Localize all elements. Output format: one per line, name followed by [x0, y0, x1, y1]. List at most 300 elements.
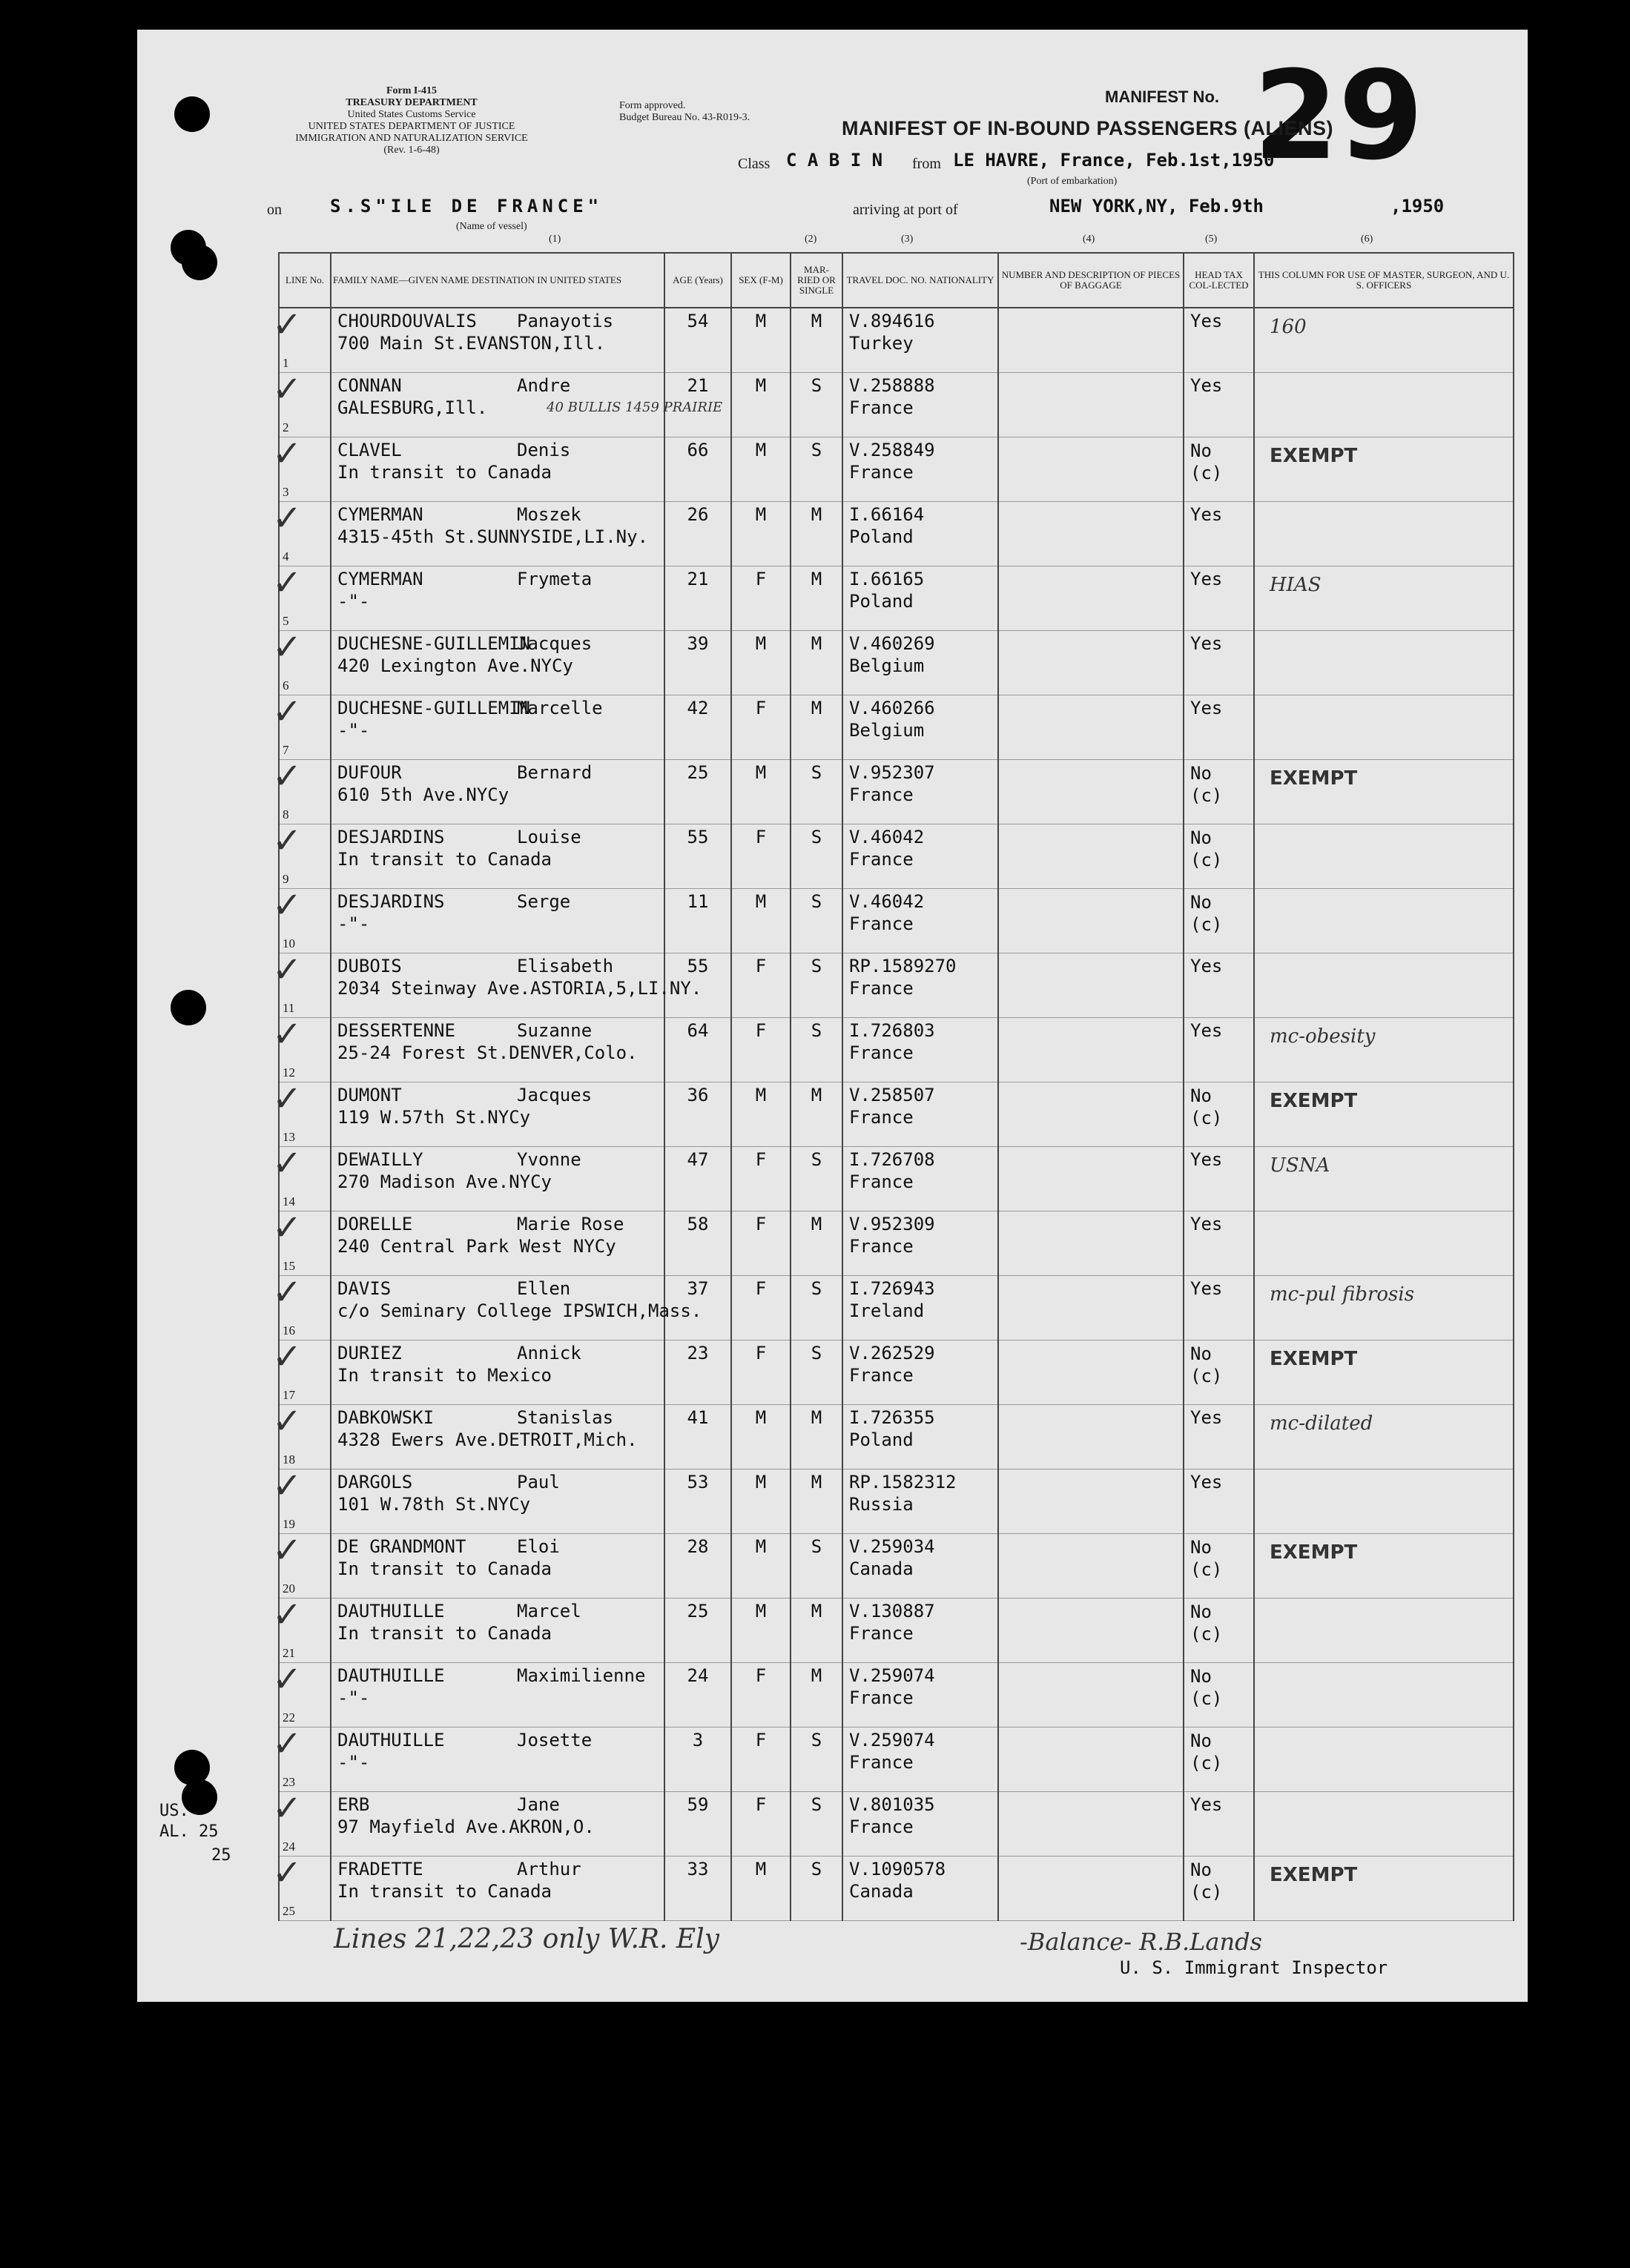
travel-doc-no: V.952309: [849, 1214, 935, 1234]
cell-married: [791, 1018, 842, 1082]
family-name: DUFOUR: [337, 762, 402, 783]
check-mark-icon: ✓: [272, 1594, 303, 1636]
cell-sex: [731, 308, 791, 373]
col-num-1: (1): [549, 234, 561, 245]
cell-officers: [1254, 631, 1514, 695]
sex: F: [755, 1343, 767, 1363]
head-tax: No (c): [1190, 1537, 1223, 1580]
cell-sex: [731, 1598, 791, 1663]
check-mark-icon: ✓: [272, 497, 303, 539]
family-name: DABKOWSKI: [337, 1407, 435, 1428]
age: 23: [687, 1343, 709, 1363]
travel-doc-no: V.262529: [849, 1343, 935, 1363]
table-row: [279, 824, 1514, 889]
cell-baggage: [998, 631, 1184, 695]
cell-head-tax: [1184, 502, 1254, 566]
cell-line: [272, 1401, 331, 1469]
sex: M: [755, 311, 767, 331]
officer-note: mc-dilated: [1270, 1412, 1373, 1435]
cell-travel-doc: [842, 1792, 998, 1857]
cell-line: [272, 497, 331, 566]
cell-travel-doc: [842, 1276, 998, 1340]
age: 36: [687, 1085, 709, 1105]
age: 39: [687, 633, 709, 654]
given-name: Maximilienne: [517, 1665, 646, 1686]
cell-baggage: [998, 1211, 1184, 1276]
sex: F: [755, 1730, 767, 1750]
officer-note: HIAS: [1270, 574, 1322, 596]
binder-hole: [171, 990, 206, 1025]
cell-officers: [1254, 824, 1514, 889]
cell-line: [272, 691, 331, 760]
given-name: Jacques: [517, 633, 593, 654]
cell-officers: [1254, 889, 1514, 953]
marital-status: S: [811, 891, 822, 912]
officer-note: EXEMPT: [1270, 1090, 1358, 1112]
cell-baggage: [998, 1792, 1184, 1857]
head-tax: Yes: [1190, 1472, 1223, 1492]
binder-hole: [182, 245, 217, 280]
destination: 101 W.78th St.NYCy: [337, 1494, 531, 1515]
margin-al: AL. 25: [159, 1822, 219, 1841]
cell-age: [664, 373, 731, 437]
travel-doc-no: V.258888: [849, 375, 935, 396]
family-name: CLAVEL: [337, 440, 402, 460]
cell-travel-doc: [842, 1211, 998, 1276]
line-number: 2: [283, 420, 289, 434]
cell-sex: [731, 824, 791, 889]
given-name: Ellen: [517, 1278, 571, 1299]
cell-sex: [731, 1018, 791, 1082]
nationality: France: [849, 1236, 914, 1257]
travel-doc-no: RP.1589270: [849, 956, 957, 976]
marital-status: S: [811, 1730, 822, 1750]
cell-head-tax: [1184, 1534, 1254, 1598]
check-mark-icon: ✓: [272, 949, 303, 991]
port-of-embarkation: LE HAVRE, France, Feb.1st,1950: [953, 150, 1275, 171]
cell-line: [272, 885, 331, 953]
head-tax: No (c): [1190, 827, 1223, 870]
table-row: [279, 566, 1514, 631]
marital-status: S: [811, 762, 822, 783]
check-mark-icon: ✓: [272, 1465, 303, 1507]
cell-married: [791, 889, 842, 953]
age: 41: [687, 1407, 709, 1428]
manifest-number: 29: [1253, 44, 1424, 187]
cell-line: [272, 1014, 331, 1082]
head-tax: No (c): [1190, 763, 1223, 806]
age: 21: [687, 569, 709, 589]
cell-sex: [731, 1405, 791, 1469]
cell-name: [331, 308, 664, 373]
cell-travel-doc: [842, 1340, 998, 1405]
table-row: [279, 437, 1514, 502]
age: 37: [687, 1278, 709, 1299]
cell-name: [331, 1534, 664, 1598]
nationality: Canada: [849, 1558, 914, 1579]
cell-head-tax: [1184, 308, 1254, 373]
age: 53: [687, 1472, 709, 1492]
cell-head-tax: [1184, 953, 1254, 1018]
travel-doc-no: V.952307: [849, 762, 935, 783]
cell-married: [791, 1340, 842, 1405]
cell-sex: [731, 1276, 791, 1340]
head-tax: Yes: [1190, 698, 1223, 718]
cell-travel-doc: [842, 1663, 998, 1728]
cell-travel-doc: [842, 1534, 998, 1598]
cell-age: [664, 566, 731, 631]
marital-status: M: [811, 504, 822, 525]
cell-name: [331, 889, 664, 953]
cell-head-tax: [1184, 1598, 1254, 1663]
officer-note: EXEMPT: [1270, 1541, 1358, 1564]
cell-name: [331, 1211, 664, 1276]
cell-name: [331, 502, 664, 566]
cell-line: [272, 1659, 331, 1728]
table-row: [279, 373, 1514, 437]
cell-sex: [731, 1534, 791, 1598]
cell-age: [664, 1340, 731, 1405]
given-name: Louise: [517, 827, 581, 847]
family-name: DUBOIS: [337, 956, 402, 976]
manifest-label: MANIFEST No.: [1105, 87, 1219, 106]
head-tax: No (c): [1190, 892, 1223, 935]
table-row: [279, 1469, 1514, 1534]
cell-head-tax: [1184, 1340, 1254, 1405]
nationality: Canada: [849, 1881, 914, 1902]
cell-officers: [1254, 1405, 1514, 1469]
cell-age: [664, 695, 731, 760]
cell-name: [331, 566, 664, 631]
sex: F: [755, 1794, 767, 1815]
head-tax: Yes: [1190, 1407, 1223, 1428]
cell-travel-doc: [842, 1082, 998, 1147]
nationality: France: [849, 1107, 914, 1128]
destination: 2034 Steinway Ave.ASTORIA,5,LI.NY.: [337, 978, 702, 999]
nationality: France: [849, 1816, 914, 1837]
check-mark-icon: ✓: [272, 1336, 303, 1378]
given-name: Annick: [517, 1343, 581, 1363]
family-name: CYMERMAN: [337, 569, 423, 589]
cell-officers: [1254, 373, 1514, 437]
marital-status: S: [811, 1536, 822, 1557]
check-mark-icon: ✓: [272, 691, 303, 733]
given-name: Suzanne: [517, 1020, 593, 1041]
cell-travel-doc: [842, 1598, 998, 1663]
cell-sex: [731, 631, 791, 695]
sex: M: [755, 1536, 767, 1557]
cell-officers: [1254, 953, 1514, 1018]
family-name: DARGOLS: [337, 1472, 413, 1492]
cell-age: [664, 1469, 731, 1534]
line-number: 16: [283, 1323, 295, 1338]
family-name: DUMONT: [337, 1085, 402, 1105]
family-name: DORELLE: [337, 1214, 413, 1234]
given-name: Moszek: [517, 504, 581, 525]
sex: F: [755, 1214, 767, 1234]
inspector-label: U. S. Immigrant Inspector: [1120, 1957, 1388, 1978]
family-name: DUCHESNE-GUILLEMIN: [337, 633, 531, 654]
marital-status: M: [811, 698, 822, 718]
marital-status: S: [811, 827, 822, 847]
destination: 25-24 Forest St.DENVER,Colo.: [337, 1042, 638, 1063]
nationality: France: [849, 1042, 914, 1063]
cell-line: [272, 368, 331, 437]
nationality: Russia: [849, 1494, 914, 1515]
family-name: DURIEZ: [337, 1343, 402, 1363]
cell-baggage: [998, 1340, 1184, 1405]
cell-line: [272, 1465, 331, 1534]
family-name: FRADETTE: [337, 1859, 423, 1879]
cell-baggage: [998, 1082, 1184, 1147]
cell-head-tax: [1184, 1857, 1254, 1921]
cell-married: [791, 1147, 842, 1211]
cell-baggage: [998, 1405, 1184, 1469]
cell-head-tax: [1184, 1728, 1254, 1792]
line-number: 25: [283, 1904, 295, 1918]
sex: F: [755, 1665, 767, 1686]
sex: M: [755, 1085, 767, 1105]
line-number: 12: [283, 1065, 295, 1080]
given-name: Eloi: [517, 1536, 560, 1557]
cell-name: [331, 437, 664, 502]
nationality: France: [849, 1365, 914, 1386]
col-header-line: LINE No.: [279, 253, 331, 308]
arriving-label: arriving at port of: [853, 202, 958, 218]
line-number: 18: [283, 1452, 295, 1467]
cell-baggage: [998, 1018, 1184, 1082]
cell-baggage: [998, 1534, 1184, 1598]
sex: M: [755, 375, 767, 396]
nationality: Belgium: [849, 720, 925, 741]
sex: M: [755, 1407, 767, 1428]
destination: In transit to Canada: [337, 849, 552, 870]
nationality: Turkey: [849, 333, 914, 354]
cell-name: [331, 1405, 664, 1469]
cell-baggage: [998, 760, 1184, 824]
cell-line: [272, 1852, 331, 1921]
line-number: 23: [283, 1775, 295, 1789]
cell-sex: [731, 373, 791, 437]
cell-line: [272, 820, 331, 889]
cell-married: [791, 1082, 842, 1147]
given-name: Jacques: [517, 1085, 593, 1105]
cell-head-tax: [1184, 1405, 1254, 1469]
family-name: DE GRANDMONT: [337, 1536, 466, 1557]
check-mark-icon: ✓: [272, 433, 303, 475]
nationality: France: [849, 784, 914, 805]
marital-status: S: [811, 440, 822, 460]
head-tax: No (c): [1190, 1601, 1223, 1644]
cell-officers: [1254, 1598, 1514, 1663]
check-mark-icon: ✓: [272, 304, 303, 346]
col-num-2: (2): [805, 234, 817, 245]
cell-age: [664, 953, 731, 1018]
nationality: France: [849, 1171, 914, 1192]
table-row: [279, 1211, 1514, 1276]
col-header-married: MAR-RIED OR SINGLE: [791, 253, 842, 308]
officer-note: EXEMPT: [1270, 1864, 1358, 1886]
line-number: 5: [283, 614, 289, 628]
age: 58: [687, 1214, 709, 1234]
age: 64: [687, 1020, 709, 1041]
cell-baggage: [998, 1276, 1184, 1340]
head-tax: Yes: [1190, 1794, 1223, 1815]
cell-travel-doc: [842, 437, 998, 502]
cell-head-tax: [1184, 373, 1254, 437]
cell-officers: [1254, 1082, 1514, 1147]
col-header-baggage: NUMBER AND DESCRIPTION OF PIECES OF BAGGAGE: [998, 253, 1184, 308]
cell-married: [791, 1211, 842, 1276]
family-name: DAUTHUILLE: [337, 1665, 445, 1686]
cell-sex: [731, 1728, 791, 1792]
destination: -"-: [337, 591, 370, 612]
cell-sex: [731, 566, 791, 631]
cell-married: [791, 566, 842, 631]
nationality: France: [849, 397, 914, 418]
table-row: [279, 1598, 1514, 1663]
check-mark-icon: ✓: [272, 562, 303, 604]
head-tax: Yes: [1190, 569, 1223, 589]
cell-married: [791, 1728, 842, 1792]
destination: GALESBURG,Ill.: [337, 397, 488, 418]
margin-al2: 25: [211, 1846, 231, 1865]
destination: In transit to Canada: [337, 1558, 552, 1579]
sex: M: [755, 1859, 767, 1879]
cell-head-tax: [1184, 1082, 1254, 1147]
handwritten-address: 40 BULLIS 1459 PRAIRIE: [547, 400, 723, 415]
destination: In transit to Canada: [337, 1623, 552, 1644]
line-number: 15: [283, 1259, 295, 1273]
col-num-6: (6): [1361, 234, 1373, 245]
line-number: 22: [283, 1710, 295, 1725]
destination: 4315-45th St.SUNNYSIDE,LI.Ny.: [337, 526, 649, 547]
cell-sex: [731, 1857, 791, 1921]
family-name: DESJARDINS: [337, 891, 445, 912]
cell-married: [791, 953, 842, 1018]
cell-officers: [1254, 437, 1514, 502]
cell-name: [331, 695, 664, 760]
cell-head-tax: [1184, 1792, 1254, 1857]
check-mark-icon: ✓: [272, 1723, 303, 1765]
cell-baggage: [998, 695, 1184, 760]
head-tax: Yes: [1190, 1214, 1223, 1234]
line-number: 1: [283, 356, 289, 370]
cell-age: [664, 437, 731, 502]
officer-note: EXEMPT: [1270, 1348, 1358, 1370]
nationality: Belgium: [849, 655, 925, 676]
destination: 240 Central Park West NYCy: [337, 1236, 616, 1257]
passenger-table: [272, 252, 1514, 1921]
table-row: [279, 1147, 1514, 1211]
nationality: Poland: [849, 591, 914, 612]
travel-doc-no: I.726943: [849, 1278, 935, 1299]
line-number: 10: [283, 936, 295, 950]
head-tax: Yes: [1190, 956, 1223, 976]
budget-text: Budget Bureau No. 43-R019-3.: [619, 112, 750, 123]
line-number: 17: [283, 1388, 295, 1402]
officer-note: USNA: [1270, 1154, 1330, 1177]
travel-doc-no: V.259074: [849, 1665, 935, 1686]
cell-name: [331, 1147, 664, 1211]
cell-age: [664, 1598, 731, 1663]
cell-age: [664, 760, 731, 824]
nationality: Ireland: [849, 1300, 925, 1321]
cell-married: [791, 1534, 842, 1598]
check-mark-icon: ✓: [272, 1207, 303, 1249]
cell-age: [664, 1147, 731, 1211]
travel-doc-no: I.726803: [849, 1020, 935, 1041]
table-row: [279, 1728, 1514, 1792]
cell-age: [664, 1211, 731, 1276]
given-name: Marcelle: [517, 698, 603, 718]
cell-officers: [1254, 1663, 1514, 1728]
line-number: 6: [283, 678, 289, 692]
col-num-3: (3): [901, 234, 914, 245]
vessel-caption: (Name of vessel): [456, 221, 527, 232]
cell-line: [272, 1788, 331, 1857]
line-number: 8: [283, 807, 289, 821]
travel-doc-no: V.259034: [849, 1536, 935, 1557]
family-name: DESSERTENNE: [337, 1020, 455, 1041]
line-number: 20: [283, 1581, 295, 1596]
cell-name: [331, 631, 664, 695]
check-mark-icon: ✓: [272, 756, 303, 797]
given-name: Paul: [517, 1472, 560, 1492]
cell-travel-doc: [842, 1405, 998, 1469]
marital-status: S: [811, 956, 822, 976]
travel-doc-no: V.258507: [849, 1085, 935, 1105]
port-embark-caption: (Port of embarkation): [1027, 176, 1118, 187]
destination: 610 5th Ave.NYCy: [337, 784, 509, 805]
cell-name: [331, 1018, 664, 1082]
line-number: 7: [283, 743, 289, 757]
cell-sex: [731, 1340, 791, 1405]
destination: In transit to Mexico: [337, 1365, 552, 1386]
destination: 97 Mayfield Ave.AKRON,O.: [337, 1816, 595, 1837]
marital-status: M: [811, 569, 822, 589]
check-mark-icon: ✓: [272, 1272, 303, 1313]
cell-baggage: [998, 437, 1184, 502]
nationality: France: [849, 462, 914, 483]
cell-travel-doc: [842, 824, 998, 889]
col-header-head-tax: HEAD TAX COL-LECTED: [1184, 253, 1254, 308]
cell-married: [791, 695, 842, 760]
cell-name: [331, 1598, 664, 1663]
cell-head-tax: [1184, 1276, 1254, 1340]
cell-married: [791, 308, 842, 373]
cell-sex: [731, 889, 791, 953]
cell-line: [272, 1272, 331, 1340]
destination: In transit to Canada: [337, 1881, 552, 1902]
given-name: Jane: [517, 1794, 560, 1815]
table-row: [279, 695, 1514, 760]
travel-doc-no: I.66165: [849, 569, 925, 589]
sex: M: [755, 1601, 767, 1621]
cell-sex: [731, 1663, 791, 1728]
head-tax: No (c): [1190, 1085, 1223, 1128]
destination: -"-: [337, 1752, 370, 1773]
head-tax: Yes: [1190, 375, 1223, 396]
marital-status: S: [811, 375, 822, 396]
approved-text: Form approved.: [619, 100, 686, 111]
marital-status: S: [811, 1020, 822, 1041]
cell-married: [791, 1469, 842, 1534]
cell-travel-doc: [842, 760, 998, 824]
table-row: [279, 1340, 1514, 1405]
cell-officers: [1254, 566, 1514, 631]
given-name: Panayotis: [517, 311, 614, 331]
